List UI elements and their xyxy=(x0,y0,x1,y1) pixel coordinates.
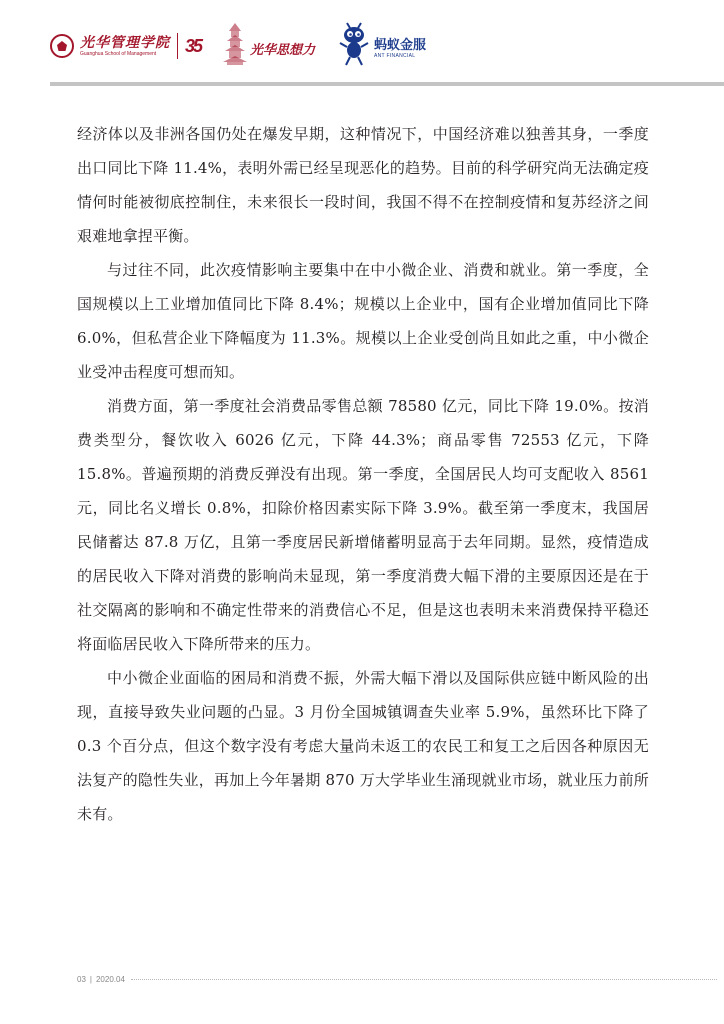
paragraph-3: 消费方面，第一季度社会消费品零售总额 78580 亿元，同比下降 19.0%。按消费类型分，餐饮收入 6026 亿元，下降 44.3%；商品零售 72553 亿元，下降 15.8%。普遍预期的消费反弹没有出现。第一季度，全国居民人均可支配收入 8561 元，同比名义增长 0.8%，扣除价格因素实际下降 3.9%。截至第一季度末，我国居民储蓄达 87.8 万亿，且第一季度居民新增储蓄明显高于去年同期。显然，疫情造成的居民收入下降对消费的影响尚未显现，第一季度消费大幅下滑的主要原因还是在于社交隔离的影响和不确定性带来的消费信心不足，但是这也表明未来消费保持平稳还将面临居民收入下降所带来的压力。 xyxy=(77,397,649,653)
article-body xyxy=(77,117,649,831)
footer-dotted-rule xyxy=(131,979,717,980)
anniversary-mark: 35 xyxy=(185,35,202,56)
footer-separator: | xyxy=(89,974,92,984)
logo-divider xyxy=(177,33,178,59)
pku-seal-icon xyxy=(50,34,74,58)
guanghua-logo-cn: 光华管理学院 xyxy=(80,34,170,51)
paragraph-1: 经济体以及非洲各国仍处在爆发早期，这种情况下，中国经济难以独善其身，一季度出口同比下降 11.4%，表明外需已经呈现恶化的趋势。目前的科学研究尚无法确定疫情何时能被彻底控制住，未来很长一段时间，我国不得不在控制疫情和复苏经济之间艰难地拿捏平衡。 xyxy=(77,125,649,245)
page-number: 03 xyxy=(77,974,86,984)
pagoda-icon xyxy=(222,22,248,66)
ant-mascot-icon xyxy=(338,22,370,66)
guanghua-logo-en: Guanghua School of Management xyxy=(80,50,157,57)
think-tank-logo xyxy=(222,22,315,66)
think-tank-label: 光华思想力 xyxy=(250,42,316,58)
footer-date: 2020.04 xyxy=(95,974,125,984)
ant-logo-en: ANT FINANCIAL xyxy=(374,53,416,59)
paragraph-4: 中小微企业面临的困局和消费不振，外需大幅下滑以及国际供应链中断风险的出现，直接导致失业问题的凸显。3 月份全国城镇调查失业率 5.9%，虽然环比下降了 0.3 个百分点，但这个数字没有考虑大量尚未返工的农民工和复工之后因各种原因无法复产的隐性失业，再加上今年暑期 870 万大学毕业生涌现就业市场，就业压力前所未有。 xyxy=(77,669,649,823)
page-footer xyxy=(77,970,717,988)
guanghua-logo xyxy=(50,33,201,59)
ant-logo-cn: 蚂蚁金服 xyxy=(374,38,427,53)
header-rule xyxy=(50,82,724,86)
ant-financial-logo xyxy=(338,22,426,66)
page-header xyxy=(0,0,724,86)
paragraph-2: 与过往不同，此次疫情影响主要集中在中小微企业、消费和就业。第一季度，全国规模以上工业增加值同比下降 8.4%；规模以上企业中，国有企业增加值同比下降 6.0%，但私营企业下降幅度为 11.3%。规模以上企业受创尚且如此之重，中小微企业受冲击程度可想而知。 xyxy=(77,261,649,381)
